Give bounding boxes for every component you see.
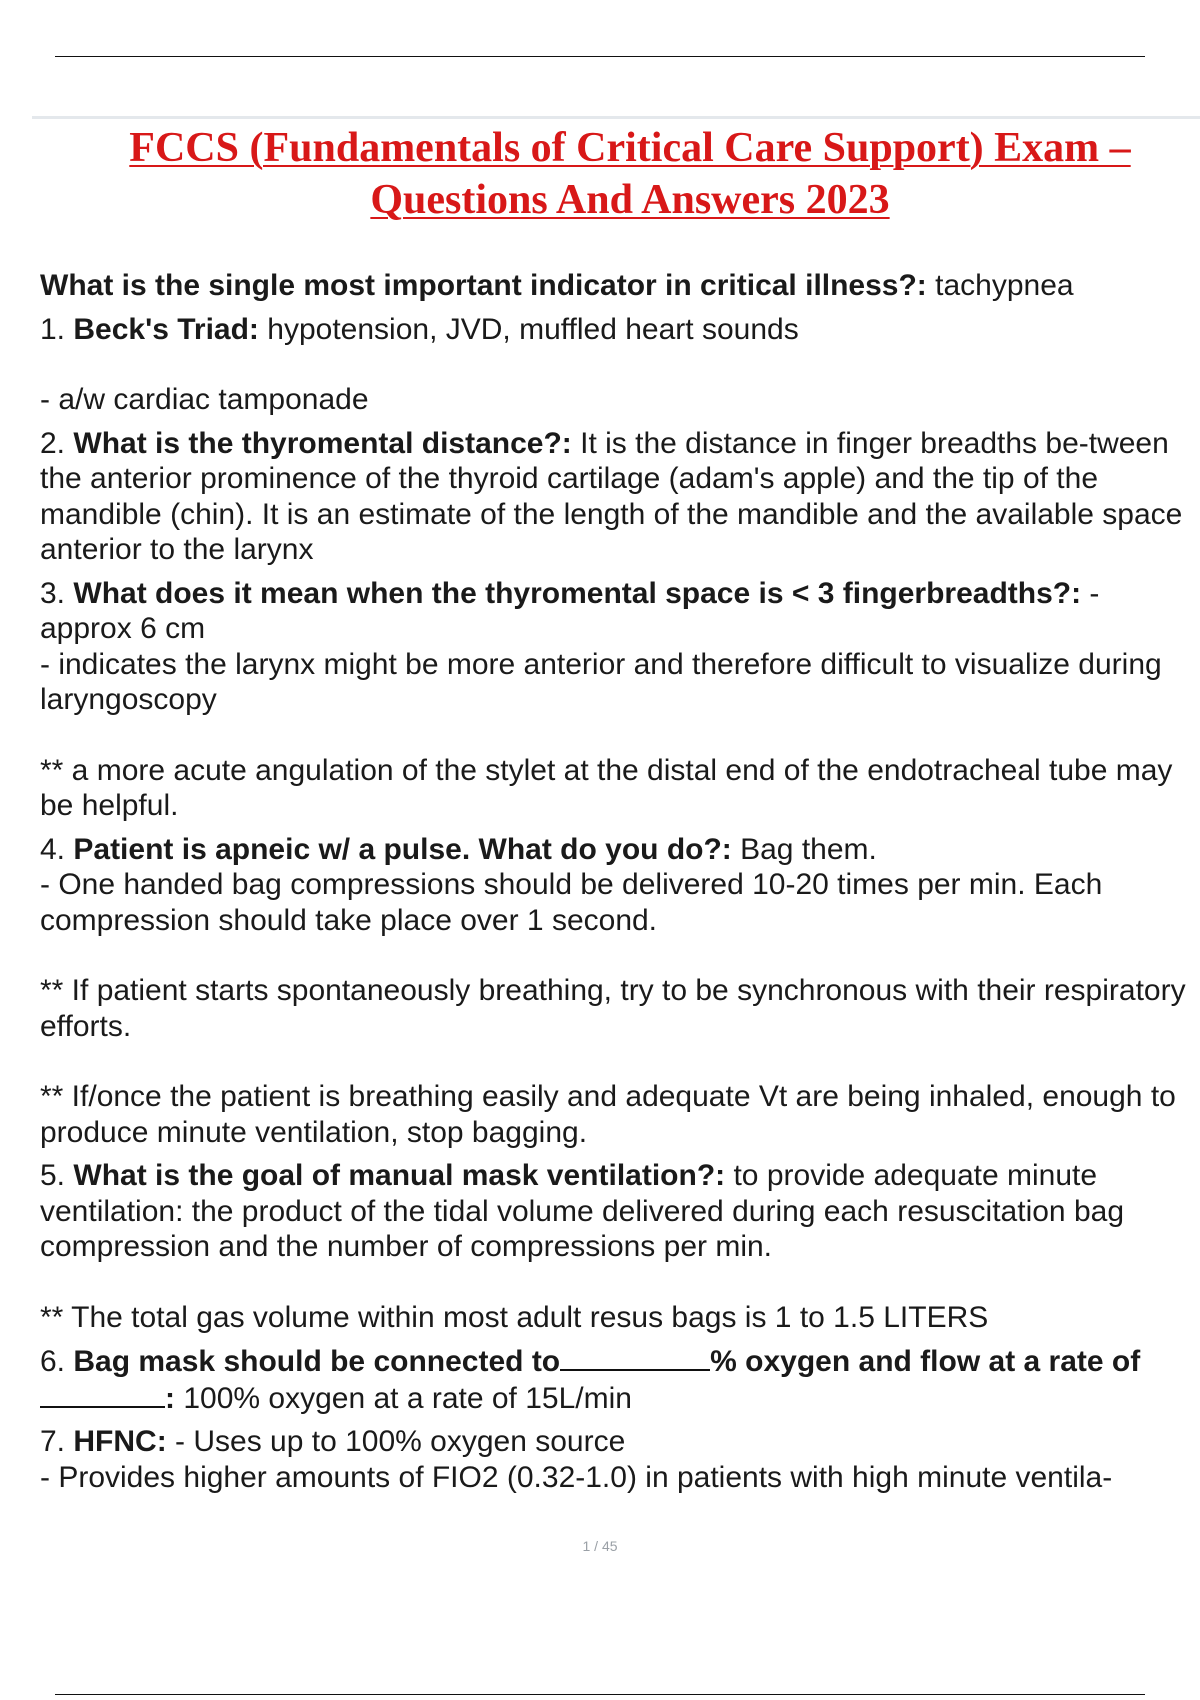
item-detail: - Provides higher amounts of FIO2 (0.32-1.0) in patients with high minute ventila- [40, 1460, 1113, 1494]
item-note: ** If patient starts spontaneously breathing, try to be synchronous with their respiratory efforts. [40, 974, 1186, 1043]
item-question: What does it mean when the thyromental space is < 3 fingerbreadths?: [73, 576, 1082, 610]
intro-question-text: What is the single most important indicator in critical illness?: [40, 269, 927, 302]
item-number: 2. [40, 426, 66, 460]
list-item [40, 576, 1190, 647]
item-question-end: : [165, 1381, 175, 1415]
item-question-part-1: Bag mask should be connected to [73, 1345, 561, 1378]
list-item [40, 426, 1190, 568]
page-indicator: 1 / 45 [582, 1538, 618, 1554]
item-answer: hypotension, JVD, muffled heart sounds [258, 312, 799, 346]
fill-in-blank [40, 1380, 165, 1408]
item-question: What is the goal of manual mask ventilation?: [73, 1159, 726, 1192]
item-number: 5. [40, 1159, 66, 1192]
document-body [40, 268, 1190, 1495]
item-answer: 100% oxygen at a rate of 15L/min [175, 1381, 632, 1415]
item-answer: It is the distance in finger breadths be-tween the anterior prominence of the thyroid cartilage (adam's apple) and the tip of the mandible (chin). It is an estimate of the length of the mandible and the available space anterior to the larynx [40, 426, 1183, 566]
intro-answer: tachypnea [926, 269, 1074, 302]
item-answer: - Uses up to 100% oxygen source [166, 1425, 626, 1458]
list-item [40, 1424, 1190, 1460]
item-number: 1. [40, 312, 66, 346]
list-item [40, 832, 1190, 868]
bottom-rule [55, 1694, 1145, 1695]
item-number: 3. [40, 576, 66, 610]
list-item [40, 1158, 1190, 1265]
item-note: - a/w cardiac tamponade [40, 383, 369, 416]
top-rule [55, 56, 1145, 57]
item-question: Beck's Triad: [73, 312, 259, 346]
list-item [40, 312, 1190, 348]
fill-in-blank [560, 1343, 710, 1371]
intro-question [40, 268, 1190, 304]
item-note: ** a more acute angulation of the stylet at the distal end of the endotracheal tube may be helpful. [40, 753, 1173, 822]
item-answer: to provide adequate minute ventilation: the product of the tidal volume delivered during each resuscitation bag compression and the number of compressions per min. [40, 1159, 1124, 1263]
item-number: 6. [40, 1345, 66, 1378]
item-question: What is the thyromental distance?: [73, 426, 572, 460]
item-question-part-2: % oxygen and flow at a rate of [710, 1345, 1141, 1378]
item-answer: Bag them. [731, 832, 877, 866]
item-number: 4. [40, 832, 66, 866]
list-item [40, 1343, 1190, 1416]
header-divider [32, 116, 1200, 119]
item-note: ** The total gas volume within most adult resus bags is 1 to 1.5 LITERS [40, 1300, 989, 1334]
document-title [60, 122, 1200, 226]
item-question: HFNC: [73, 1425, 167, 1458]
item-answer: -approx 6 cm [40, 576, 1100, 645]
item-question: Patient is apneic w/ a pulse. What do you do?: [73, 832, 732, 866]
item-number: 7. [40, 1425, 66, 1458]
title-line-1: FCCS (Fundamentals of Critical Care Support) Exam – [129, 125, 1131, 171]
item-note: ** If/once the patient is breathing easily and adequate Vt are being inhaled, enough to produce minute ventilation, stop bagging. [40, 1080, 1176, 1149]
item-detail: - One handed bag compressions should be delivered 10-20 times per min. Each compression should take place over 1 second. [40, 868, 1103, 937]
item-detail: - indicates the larynx might be more anterior and therefore difficult to visualize during laryngoscopy [40, 647, 1162, 716]
title-line-2: Questions And Answers 2023 [370, 177, 890, 223]
